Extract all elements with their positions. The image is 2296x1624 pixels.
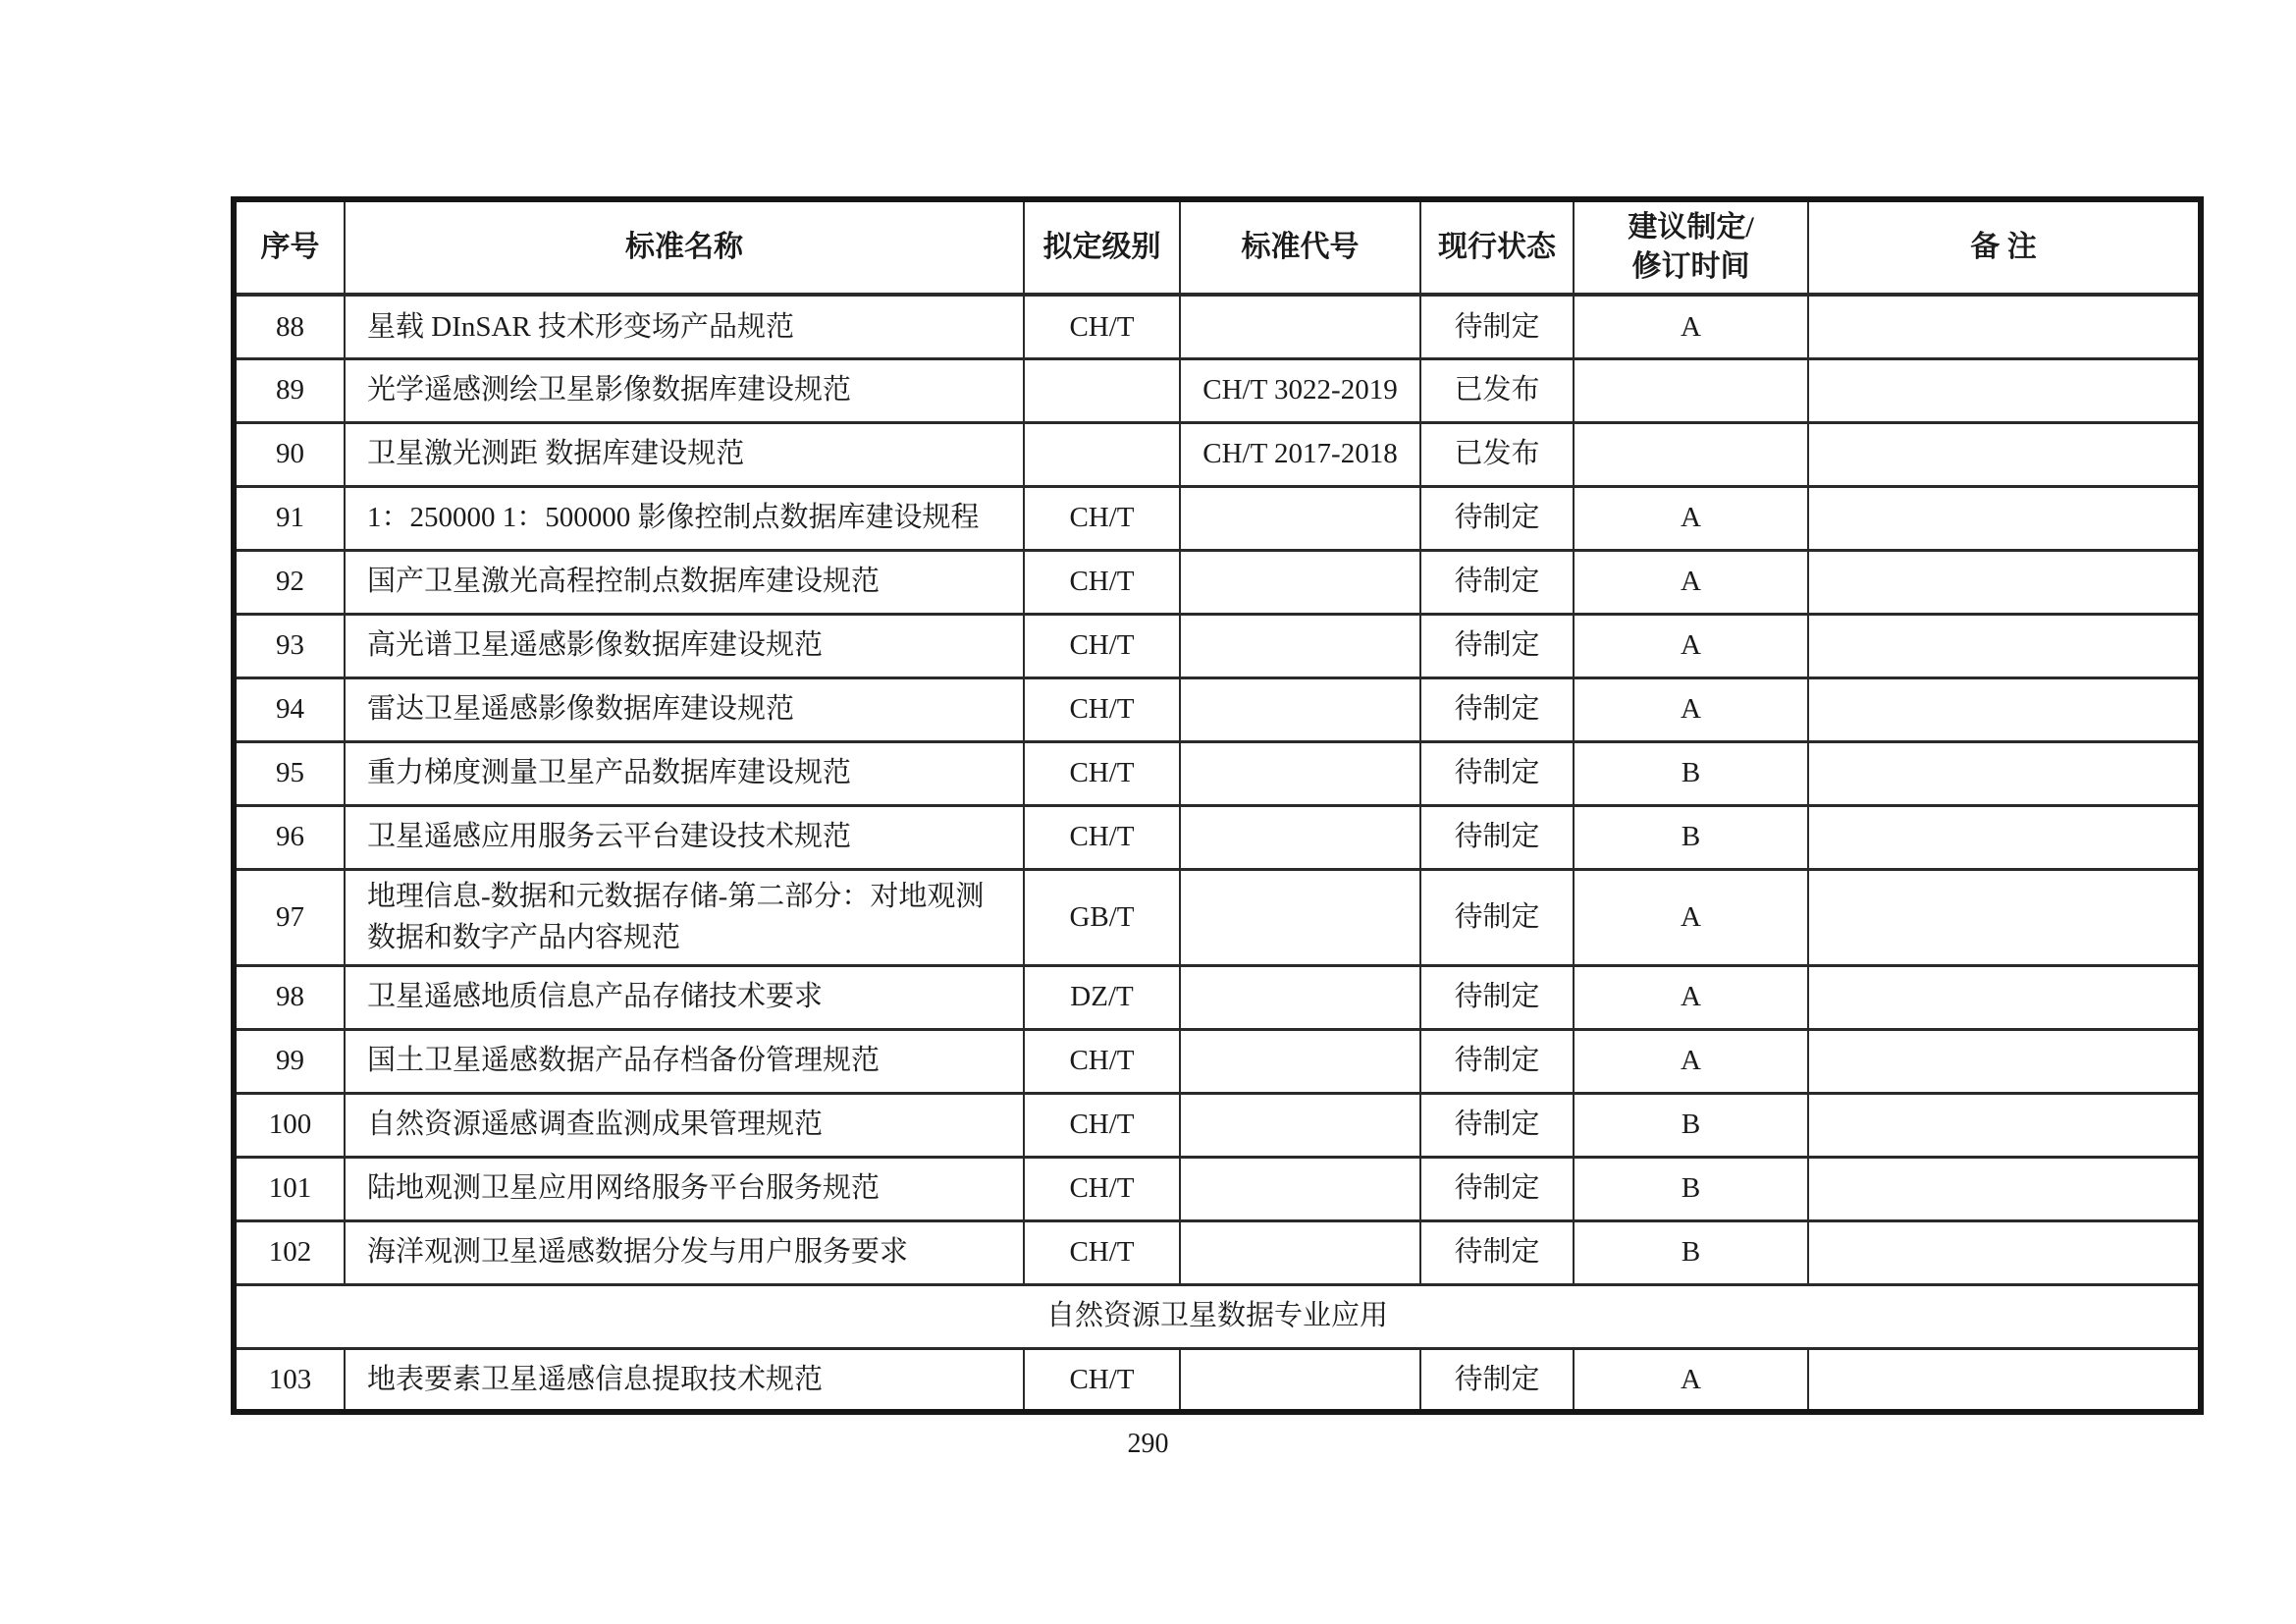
header-row: [234, 199, 2201, 295]
cell-status: 待制定: [1420, 741, 1574, 805]
table-row-96: [234, 805, 2201, 869]
cell-level: CH/T: [1024, 1220, 1180, 1284]
table-row-102: [234, 1220, 2201, 1284]
table-row-100: [234, 1093, 2201, 1157]
cell-level: CH/T: [1024, 677, 1180, 741]
table-row-91: [234, 486, 2201, 550]
cell-code: [1180, 1348, 1420, 1412]
cell-note: [1808, 614, 2201, 677]
table-header: [234, 199, 2201, 295]
cell-time: A: [1574, 550, 1808, 614]
cell-status: 待制定: [1420, 550, 1574, 614]
cell-name: 自然资源遥感调查监测成果管理规范: [345, 1093, 1024, 1157]
cell-time: B: [1574, 1093, 1808, 1157]
cell-code: [1180, 1220, 1420, 1284]
cell-name: 国土卫星遥感数据产品存档备份管理规范: [345, 1029, 1024, 1093]
cell-status: 待制定: [1420, 295, 1574, 358]
header-time: [1574, 199, 1808, 295]
table-row-95: [234, 741, 2201, 805]
cell-name: 高光谱卫星遥感影像数据库建设规范: [345, 614, 1024, 677]
cell-level: CH/T: [1024, 1093, 1180, 1157]
cell-no: 90: [234, 422, 345, 486]
cell-code: [1180, 295, 1420, 358]
cell-name: 卫星激光测距 数据库建设规范: [345, 422, 1024, 486]
cell-status: 待制定: [1420, 869, 1574, 965]
cell-code: [1180, 805, 1420, 869]
table-row-97: [234, 869, 2201, 965]
table-row-90: [234, 422, 2201, 486]
cell-status: 待制定: [1420, 677, 1574, 741]
table-row-93: [234, 614, 2201, 677]
cell-no: 101: [234, 1157, 345, 1220]
cell-status: 待制定: [1420, 1093, 1574, 1157]
cell-no: 92: [234, 550, 345, 614]
cell-time: A: [1574, 1029, 1808, 1093]
cell-note: [1808, 1348, 2201, 1412]
cell-time: B: [1574, 1220, 1808, 1284]
header-note: 备 注: [1808, 199, 2201, 295]
cell-level: CH/T: [1024, 1157, 1180, 1220]
header-code: 标准代号: [1180, 199, 1420, 295]
cell-time: A: [1574, 677, 1808, 741]
cell-time: A: [1574, 1348, 1808, 1412]
cell-code: [1180, 965, 1420, 1029]
cell-no: 94: [234, 677, 345, 741]
cell-code: [1180, 869, 1420, 965]
section-label: 自然资源卫星数据专业应用: [234, 1284, 2201, 1348]
cell-status: 已发布: [1420, 422, 1574, 486]
cell-name: 海洋观测卫星遥感数据分发与用户服务要求: [345, 1220, 1024, 1284]
cell-status: 待制定: [1420, 1220, 1574, 1284]
cell-code: [1180, 741, 1420, 805]
cell-code: [1180, 1093, 1420, 1157]
cell-no: 95: [234, 741, 345, 805]
header-status: 现行状态: [1420, 199, 1574, 295]
cell-no: 89: [234, 358, 345, 422]
cell-code: CH/T 2017-2018: [1180, 422, 1420, 486]
cell-status: 待制定: [1420, 1029, 1574, 1093]
table-row-101: [234, 1157, 2201, 1220]
cell-level: CH/T: [1024, 614, 1180, 677]
cell-note: [1808, 741, 2201, 805]
cell-level: DZ/T: [1024, 965, 1180, 1029]
cell-no: 91: [234, 486, 345, 550]
cell-level: CH/T: [1024, 550, 1180, 614]
cell-time: A: [1574, 869, 1808, 965]
cell-code: [1180, 614, 1420, 677]
cell-no: 96: [234, 805, 345, 869]
cell-note: [1808, 358, 2201, 422]
table-row-89: [234, 358, 2201, 422]
cell-name: 重力梯度测量卫星产品数据库建设规范: [345, 741, 1024, 805]
cell-name: 1：250000 1：500000 影像控制点数据库建设规程: [345, 486, 1024, 550]
cell-level: CH/T: [1024, 486, 1180, 550]
cell-no: 103: [234, 1348, 345, 1412]
header-level: 拟定级别: [1024, 199, 1180, 295]
cell-no: 88: [234, 295, 345, 358]
cell-level: CH/T: [1024, 805, 1180, 869]
cell-level: CH/T: [1024, 1348, 1180, 1412]
cell-level: CH/T: [1024, 741, 1180, 805]
cell-name: 陆地观测卫星应用网络服务平台服务规范: [345, 1157, 1024, 1220]
header-time-line2: 修订时间: [1631, 250, 1750, 283]
table-row-94: [234, 677, 2201, 741]
cell-no: 97: [234, 869, 345, 965]
cell-note: [1808, 1220, 2201, 1284]
page-number: 290: [1127, 1429, 1169, 1459]
cell-status: 待制定: [1420, 486, 1574, 550]
table-row-99: [234, 1029, 2201, 1093]
header-name: 标准名称: [345, 199, 1024, 295]
cell-code: [1180, 1157, 1420, 1220]
cell-time: A: [1574, 295, 1808, 358]
cell-time: A: [1574, 965, 1808, 1029]
cell-no: 100: [234, 1093, 345, 1157]
cell-status: 待制定: [1420, 614, 1574, 677]
cell-note: [1808, 965, 2201, 1029]
cell-code: [1180, 486, 1420, 550]
cell-no: 99: [234, 1029, 345, 1093]
cell-code: CH/T 3022-2019: [1180, 358, 1420, 422]
table-row-103: [234, 1348, 2201, 1412]
cell-note: [1808, 1093, 2201, 1157]
cell-note: [1808, 486, 2201, 550]
cell-code: [1180, 550, 1420, 614]
cell-time: B: [1574, 1157, 1808, 1220]
cell-time: B: [1574, 805, 1808, 869]
cell-name: 光学遥感测绘卫星影像数据库建设规范: [345, 358, 1024, 422]
cell-time: [1574, 422, 1808, 486]
cell-time: [1574, 358, 1808, 422]
cell-no: 98: [234, 965, 345, 1029]
cell-level: GB/T: [1024, 869, 1180, 965]
standards-table: [231, 196, 2204, 1415]
header-no: 序号: [234, 199, 345, 295]
cell-note: [1808, 1029, 2201, 1093]
cell-code: [1180, 1029, 1420, 1093]
cell-note: [1808, 1157, 2201, 1220]
cell-name: 地表要素卫星遥感信息提取技术规范: [345, 1348, 1024, 1412]
cell-note: [1808, 550, 2201, 614]
cell-no: 93: [234, 614, 345, 677]
cell-no: 102: [234, 1220, 345, 1284]
cell-name: 地理信息-数据和元数据存储-第二部分：对地观测数据和数字产品内容规范: [345, 869, 1024, 965]
table-row-98: [234, 965, 2201, 1029]
section-row: [234, 1284, 2201, 1348]
cell-note: [1808, 869, 2201, 965]
cell-note: [1808, 422, 2201, 486]
cell-name: 卫星遥感地质信息产品存储技术要求: [345, 965, 1024, 1029]
cell-level: [1024, 422, 1180, 486]
cell-time: A: [1574, 614, 1808, 677]
cell-level: CH/T: [1024, 295, 1180, 358]
cell-note: [1808, 295, 2201, 358]
table-row-88: [234, 295, 2201, 358]
cell-note: [1808, 677, 2201, 741]
cell-status: 待制定: [1420, 1348, 1574, 1412]
cell-status: 待制定: [1420, 965, 1574, 1029]
cell-level: [1024, 358, 1180, 422]
cell-name: 国产卫星激光高程控制点数据库建设规范: [345, 550, 1024, 614]
cell-name: 星载 DInSAR 技术形变场产品规范: [345, 295, 1024, 358]
cell-status: 待制定: [1420, 1157, 1574, 1220]
cell-time: B: [1574, 741, 1808, 805]
cell-status: 待制定: [1420, 805, 1574, 869]
cell-status: 已发布: [1420, 358, 1574, 422]
cell-name: 卫星遥感应用服务云平台建设技术规范: [345, 805, 1024, 869]
cell-name: 雷达卫星遥感影像数据库建设规范: [345, 677, 1024, 741]
cell-note: [1808, 805, 2201, 869]
header-time-line1: 建议制定/: [1628, 210, 1754, 244]
table-row-92: [234, 550, 2201, 614]
cell-code: [1180, 677, 1420, 741]
table-body: [234, 295, 2201, 1412]
cell-level: CH/T: [1024, 1029, 1180, 1093]
cell-time: A: [1574, 486, 1808, 550]
